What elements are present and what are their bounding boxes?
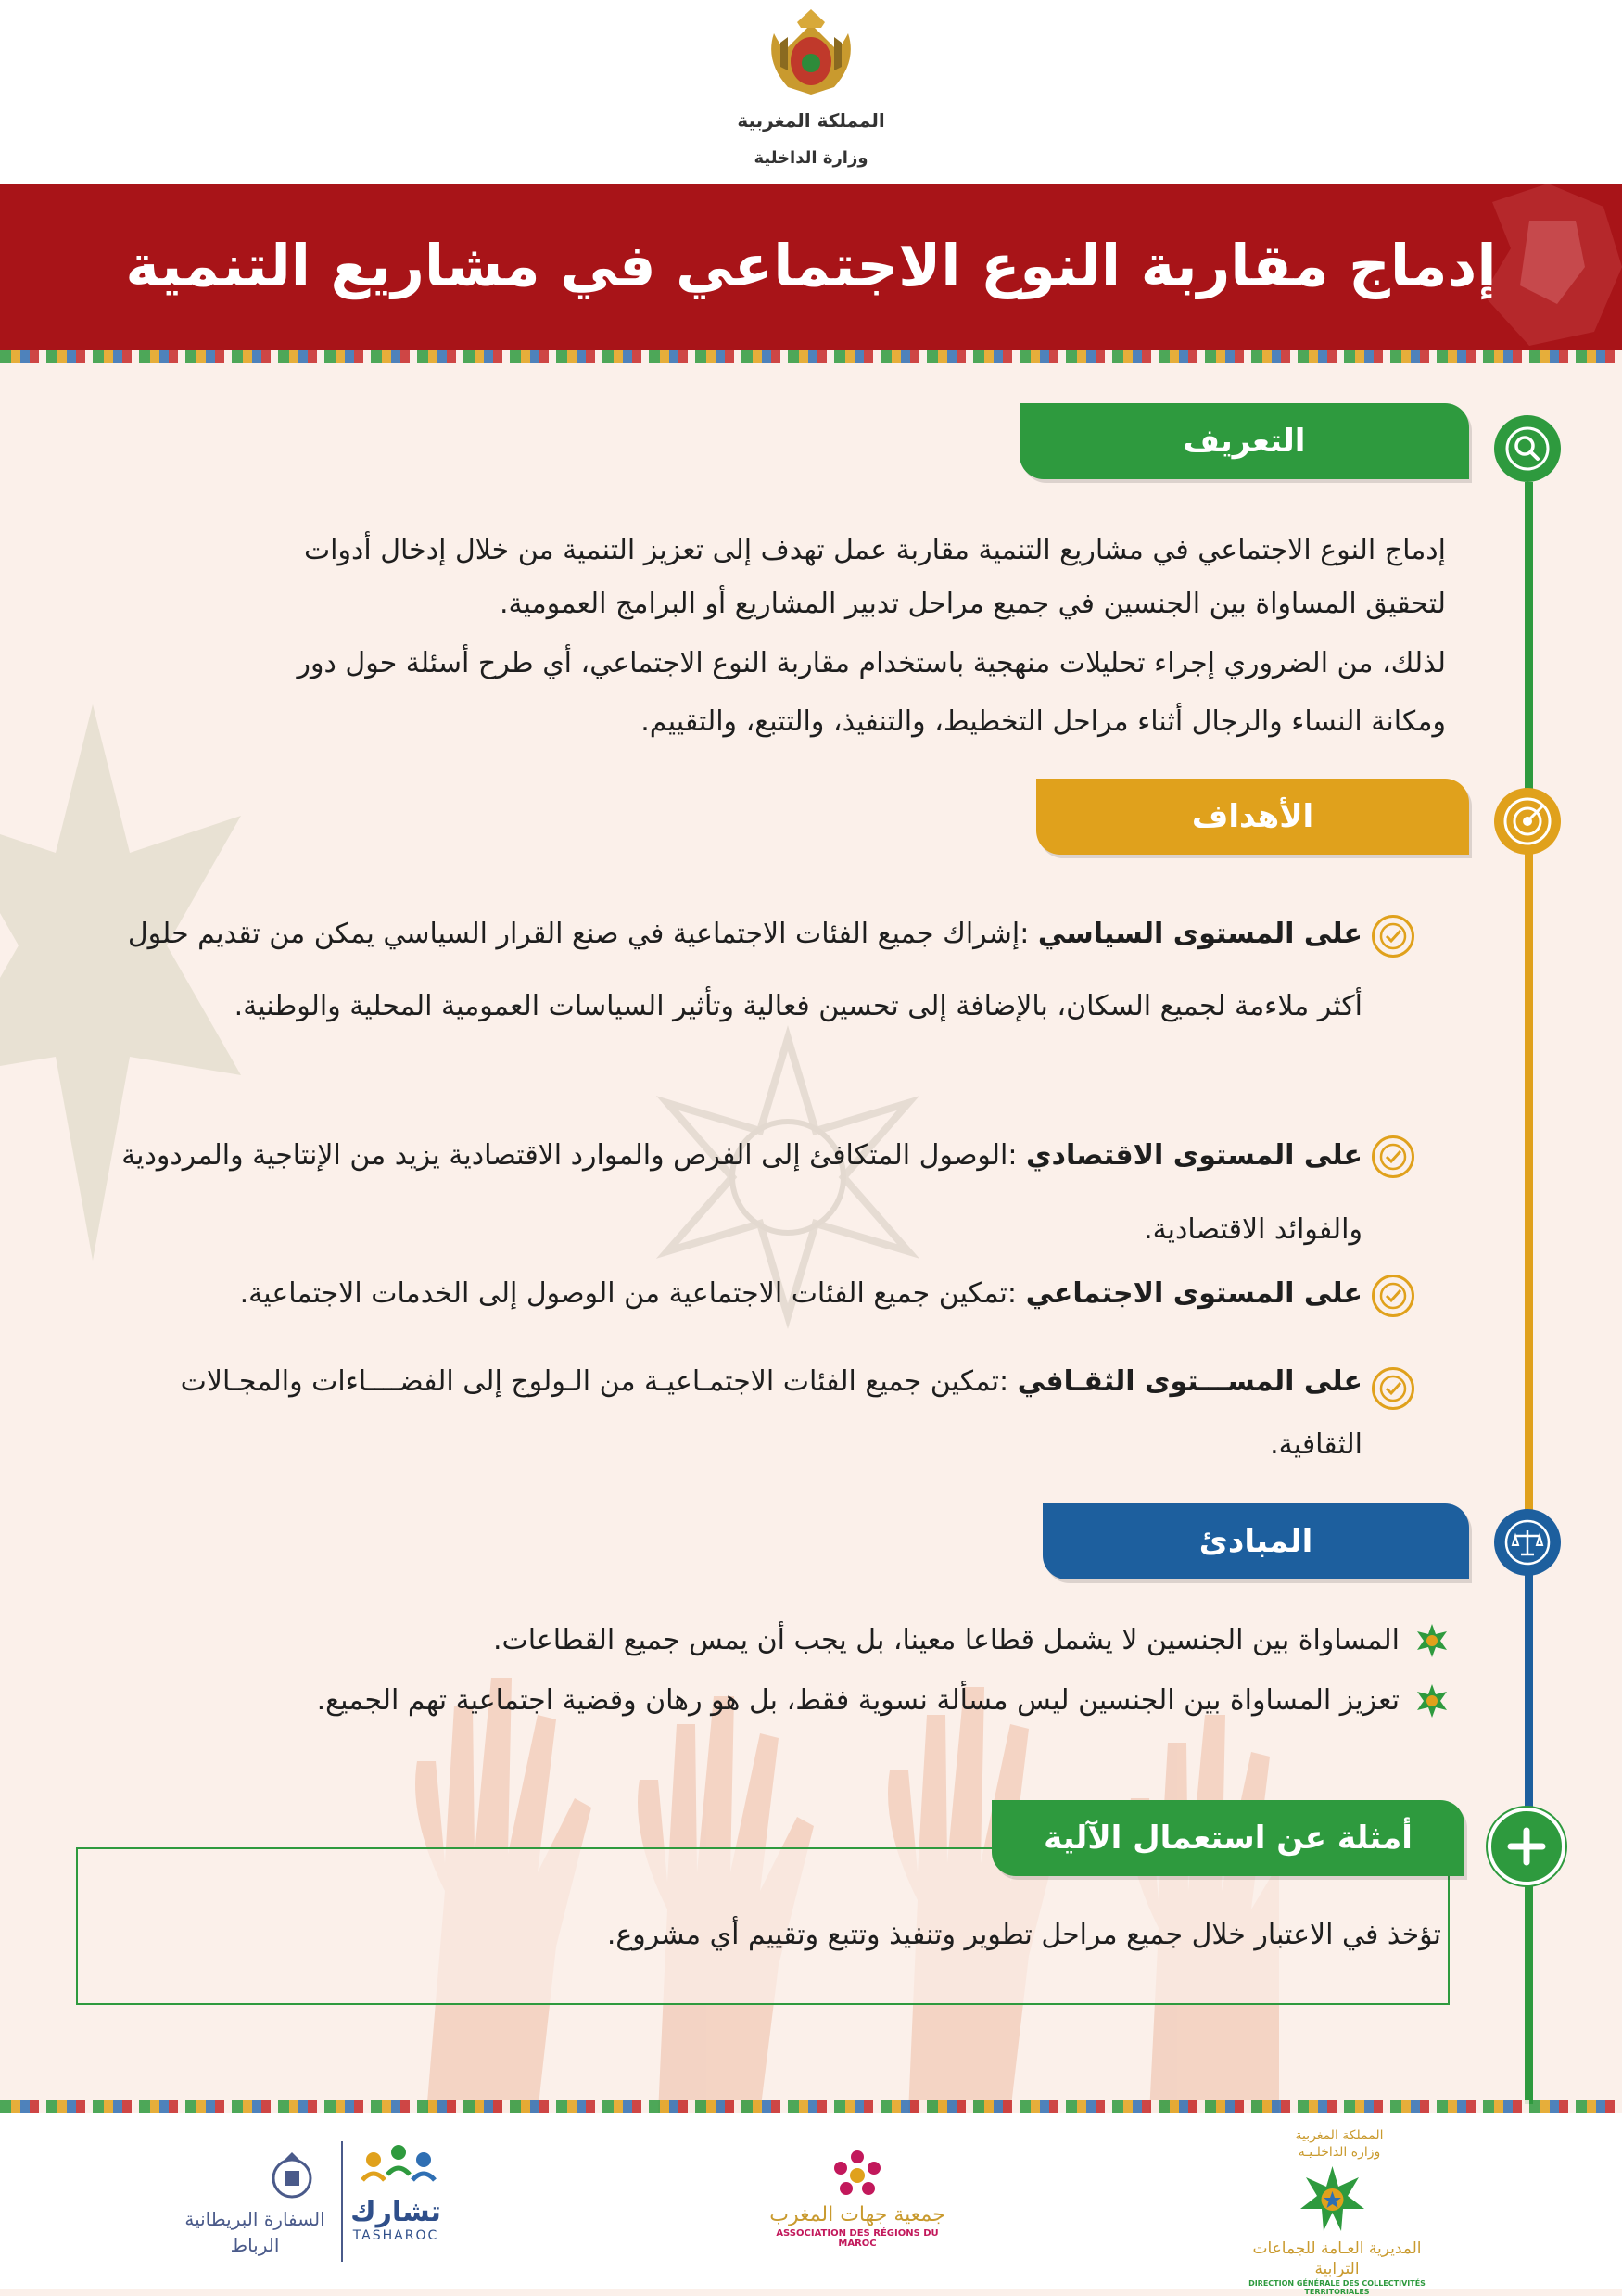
association-flower-icon — [830, 2146, 885, 2201]
logo-divider — [341, 2141, 343, 2262]
objective-cultural-label: على المســـتوى الثقـافي — [1017, 1365, 1362, 1398]
objective-economic — [120, 1119, 1362, 1267]
timeline-segment-examples — [1525, 1882, 1533, 2104]
kingdom-name: المملكة المغربية — [737, 109, 885, 132]
objective-cultural — [120, 1351, 1362, 1477]
dgct-logo — [1237, 2239, 1437, 2296]
tasharok-logo — [345, 2197, 447, 2243]
definition-heading: التعريف — [1020, 403, 1469, 479]
timeline-segment-principles — [1525, 1571, 1533, 1826]
uk-crest-icon — [264, 2149, 320, 2204]
ministry-name: وزارة الداخلية — [754, 148, 868, 168]
dgct-name: المديرية العـامة للجماعات الترابية — [1252, 2239, 1422, 2278]
embassy-name: السفارة البريطانية — [184, 2208, 325, 2230]
dgct-ministry: وزارة الداخلـيـة — [1298, 2145, 1381, 2160]
objective-social-text: :تمكين جميع الفئات الاجتماعية من الوصول إلى الخدمات الاجتماعية. — [239, 1277, 1018, 1310]
objective-political-label: على المستوى السياسي — [1037, 918, 1362, 950]
definition-line-3: لذلك، من الضروري إجراء تحليلات منهجية باستخدام مقاربة النوع الاجتماعي، أي طرح أسئلة حول دور — [297, 647, 1446, 679]
timeline-segment-definition — [1525, 482, 1533, 816]
association-french: ASSOCIATION DES RÉGIONS DU MAROC — [776, 2228, 939, 2249]
objective-social-label: على المستوى الاجتماعي — [1025, 1277, 1362, 1310]
dgct-header — [1256, 2127, 1423, 2161]
scales-icon — [1494, 1509, 1561, 1576]
association-arabic: جمعية جهات المغرب — [769, 2203, 945, 2226]
definition-line-2: لتحقيق المساواة بين الجنسين في جميع مراحل تدبير المشاريع أو البرامج العمومية. — [499, 588, 1446, 620]
check-badge-icon — [1372, 1135, 1414, 1178]
star-bullet-icon — [1413, 1622, 1451, 1659]
decorative-border-bottom — [0, 2100, 1622, 2113]
embassy-logo — [176, 2206, 334, 2258]
check-badge-icon — [1372, 1367, 1414, 1410]
tasharok-people-icon — [357, 2141, 440, 2197]
timeline-segment-objectives — [1525, 848, 1533, 1520]
page-title: إدماج مقاربة النوع الاجتماعي في مشاريع التنمية — [125, 232, 1497, 299]
target-icon — [1494, 788, 1561, 855]
coat-of-arms-emblem — [760, 6, 862, 98]
search-icon — [1494, 415, 1561, 482]
principle-item: تعزيز المساواة بين الجنسين ليس مسألة نسوية فقط، بل هو رهان وقضية اجتماعية تهم الجميع. — [316, 1684, 1400, 1717]
examples-text: تؤخذ في الاعتبار خلال جميع مراحل تطوير وتنفيذ وتتبع وتقييم أي مشروع. — [606, 1919, 1441, 1951]
examples-heading: أمثلة عن استعمال الآلية — [992, 1800, 1464, 1876]
check-badge-icon — [1372, 1275, 1414, 1317]
title-banner — [0, 184, 1622, 350]
objective-social — [120, 1258, 1362, 1330]
objective-economic-label: على المستوى الاقتصادي — [1026, 1139, 1362, 1172]
dgct-french: DIRECTION GÉNÉRALE DES COLLECTIVITÉS TERRITORIALES — [1248, 2279, 1426, 2296]
objective-economic-text: :الوصول المتكافئ إلى الفرص والموارد الاقتصادية يزيد من الإنتاجية والمردودية والفوائد الاقتصادية. — [121, 1139, 1362, 1246]
objective-cultural-text: :تمكين جميع الفئات الاجتمـاعيـة من الـولوج إلى الفضــــاءات والمجـالات الثقافية. — [180, 1365, 1362, 1461]
objective-political-text: :إشراك جميع الفئات الاجتماعية في صنع القرار السياسي يمكن من تقديم حلول أكثر ملاءمة لجميع السكان، بالإضافة إلى تحسين فعالية وتأثير السياسات العمومية المحلية والوطنية. — [127, 918, 1362, 1022]
principle-item: المساواة بين الجنسين لا يشمل قطاعا معينا، بل يجب أن يمس جميع القطاعات. — [492, 1624, 1400, 1656]
tasharok-english: TASHAROC — [352, 2228, 439, 2243]
check-badge-icon — [1372, 915, 1414, 958]
dgct-star-logo-icon — [1298, 2164, 1367, 2234]
association-logo — [755, 2202, 959, 2249]
definition-line-1: إدماج النوع الاجتماعي في مشاريع التنمية مقاربة عمل تهدف إلى تعزيز التنمية من خلال إدخال أدوات — [303, 534, 1446, 566]
embassy-city: الرباط — [230, 2234, 280, 2256]
definition-line-4: ومكانة النساء والرجال أثناء مراحل التخطيط، والتنفيذ، والتتبع، والتقييم. — [640, 705, 1446, 738]
objectives-heading: الأهداف — [1036, 779, 1469, 855]
objective-political — [120, 898, 1362, 1043]
dgct-kingdom: المملكة المغربية — [1295, 2128, 1384, 2143]
tasharok-arabic: تشارك — [350, 2196, 441, 2228]
principles-heading: المبادئ — [1043, 1503, 1469, 1579]
star-bullet-icon — [1413, 1682, 1451, 1719]
decorative-border-top — [0, 350, 1622, 363]
plus-icon — [1488, 1808, 1565, 1885]
